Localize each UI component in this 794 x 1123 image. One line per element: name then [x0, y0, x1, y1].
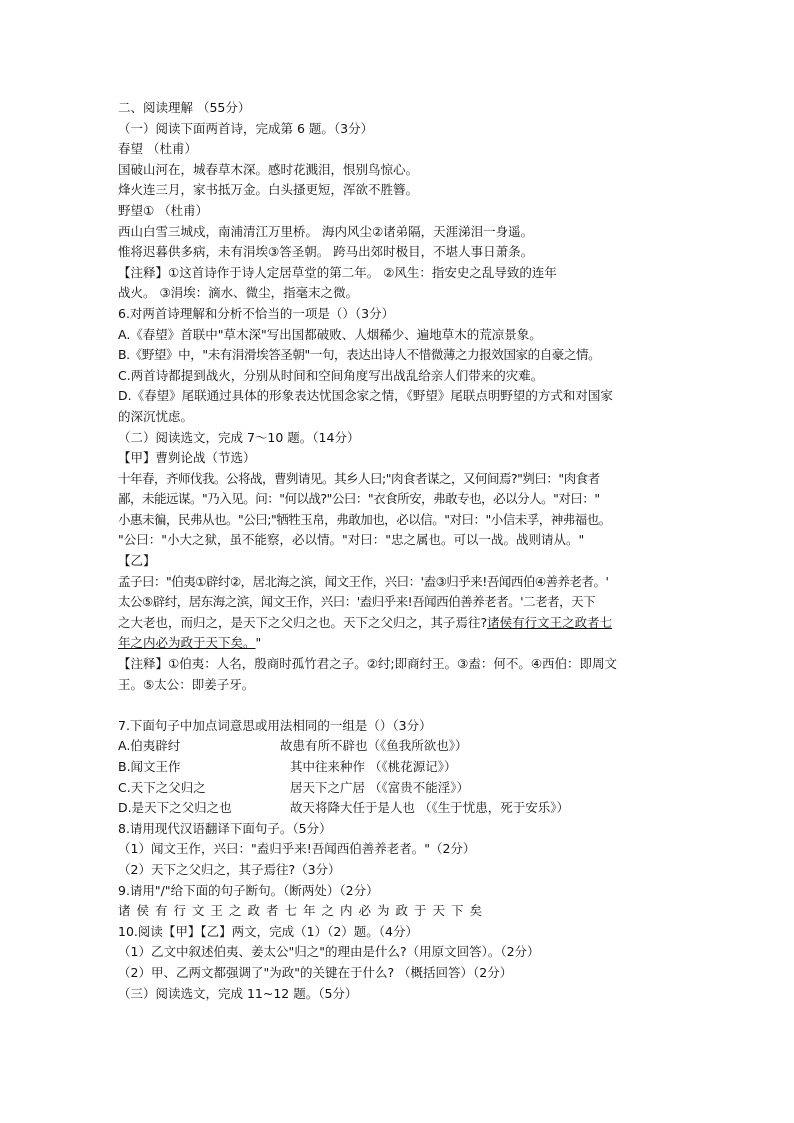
closing-quote: " [255, 635, 262, 651]
q7-option-d [118, 798, 678, 819]
passage-jia-text: 小惠未徧，民弗从也。"公曰;"牺牲玉帛，弗敢加也，必以信。"对曰："小信未孚，神弗福也。 [118, 511, 611, 527]
passage-yi-text [118, 633, 678, 654]
poem-title-chunwang: 春望 （杜甫） [118, 141, 197, 157]
question-10: 10.阅读【甲】【乙】两文，完成（1）（2）题。（4分） [118, 923, 418, 939]
q7-option-c [118, 778, 678, 799]
passage-yi-notes-cont: 王。⑤太公：即姜子牙。 [118, 676, 255, 692]
poem-line: 国破山河在，城春草木深。感时花溅泪，恨别鸟惊心。 [118, 161, 419, 177]
passage-yi-title: 【乙】 [118, 553, 156, 569]
q7-d-right: 故天将降大任于是人也 （《生于忧患，死于安乐》） [290, 800, 569, 816]
option-b: B.《野望》中，"未有涓滑埃答圣朝"一句，表达出诗人不惜微薄之力报效国家的自豪之情。 [118, 347, 601, 363]
q8-item-1: （1）闻文王作，兴曰："盍归乎来!吾闻西伯善养老者。"（2分） [118, 841, 476, 857]
passage-yi-text: 孟子曰："伯夷①辟纣②，居北海之滨，闻文王作，兴曰：'盍③归乎来!吾闻西伯④善养老者。' [118, 573, 609, 589]
option-a: A.《春望》首联中"草木深"写出国都破败、人烟稀少、遍地草木的荒凉景象。 [118, 326, 542, 342]
underlined-sentence: 诸侯有行文王之政者七 [487, 614, 613, 630]
part-one-instruction: （一）阅读下面两首诗，完成第 6 题。（3分） [118, 120, 374, 136]
question-7: 7.下面句子中加点词意思或用法相同的一组是（）（3分） [118, 717, 432, 733]
option-d-cont: 的深沉忧虑。 [118, 408, 194, 424]
q10-item-2: （2）甲、乙两文都强调了"为政"的关键在于什么? （概括回答）（2分） [118, 964, 513, 980]
q10-item-1: （1）乙文中叙述伯夷、姜太公"归之"的理由是什么?（用原文回答）。（2分） [118, 944, 540, 960]
passage-jia-text: "公曰："小大之狱，虽不能察，必以情。"对曰："忠之属也。可以一战。战则请从。" [118, 532, 585, 548]
poem-line: 烽火连三月，家书抵万金。白头搔更短，浑欲不胜簪。 [118, 182, 419, 198]
q9-sentence: 诸侯有行文王之政者七年之内必为政于天下矣 [118, 903, 489, 919]
part-three-instruction: （三）阅读选文，完成 11~12 题。（5分） [118, 985, 358, 1001]
passage-yi-notes: 【注释】①伯夷：人名，殷商时孤竹君之子。②纣;即商纣王。③盍：何不。④西伯：即周文 [118, 656, 618, 672]
question-6: 6.对两首诗理解和分析不恰当的一项是（）（3分） [118, 305, 395, 321]
q7-a-right: 故患有所不辟也（《鱼我所欲也》） [280, 738, 468, 754]
spacer [118, 695, 678, 716]
poem-title-yewang: 野望① （杜甫） [118, 202, 209, 218]
poem-notes: 【注释】①这首诗作于诗人定居草堂的第二年。 ②风生：指安史之乱导致的连年 [118, 264, 557, 280]
passage-yi-text: 太公⑤辟纣，居东海之滨，闻文王作，兴曰：'盍归乎来!吾闻西伯善养老者。'二老者，天下 [118, 594, 596, 610]
passage-jia-title: 【甲】曹刿论战（节选） [118, 450, 256, 466]
passage-yi-text [118, 613, 678, 634]
option-d: D.《春望》尾联通过具体的形象表达忧国念家之情，《野望》尾联点明野望的方式和对国家 [118, 388, 613, 404]
document-body [118, 98, 678, 1004]
question-8: 8.请用现代汉语翻译下面句子。（5分） [118, 820, 332, 836]
underlined-sentence-cont: 年之内必为政于天下矣。 [118, 635, 256, 651]
passage-jia-text: 十年春，齐师伐我。公将战，曹刿请见。其乡人曰;"肉食者谋之，又何间焉?"刿曰："肉食者 [118, 470, 600, 486]
q7-b-right: 其中往来种作 （《桃花源记》） [290, 759, 457, 774]
passage-yi-sentence: 之大老也，而归之，是天下之父归之也。天下之父归之，其子焉往? [118, 614, 488, 630]
q8-item-2: （2）天下之父归之，其子焉往?（3分） [118, 861, 341, 877]
question-9: 9.请用"/"给下面的句子断句。（断两处）（2分） [118, 882, 379, 898]
q7-option-b [118, 757, 678, 778]
q7-c-right: 居天下之广居 （《富贵不能淫》） [290, 779, 469, 795]
part-two-instruction: （二）阅读选文，完成 7～10 题。（14分） [118, 429, 360, 445]
q7-option-a [118, 736, 678, 757]
q7-d-left: D.是天下之父归之也 [118, 800, 232, 816]
q7-b-left: B.闻文王作 [118, 759, 181, 774]
poem-notes-cont: 战火。 ③涓埃：滴水、微尘，指毫末之微。 [118, 285, 359, 301]
poem-line: 西山白雪三城戍，南浦清江万里桥。 海内风尘②诸弟隔，天涯涕泪一身遥。 [118, 223, 534, 239]
passage-jia-text: 鄙，未能远谋。"乃入见。问："何以战?"公曰："衣食所安，弗敢专也，必以分人。"对曰：" [118, 491, 600, 507]
section-heading: 二、阅读理解 （55分） [118, 100, 251, 115]
option-c: C.两首诗都提到战火，分别从时间和空间角度写出战乱给亲人们带来的灾难。 [118, 367, 544, 383]
q7-a-left: A.伯夷辟纣 [118, 738, 181, 754]
poem-line: 惟将迟暮供多病，未有涓埃③答圣朝。 跨马出郊时极目，不堪人事日萧条。 [118, 244, 534, 260]
q7-c-left: C.天下之父归之 [118, 779, 206, 795]
